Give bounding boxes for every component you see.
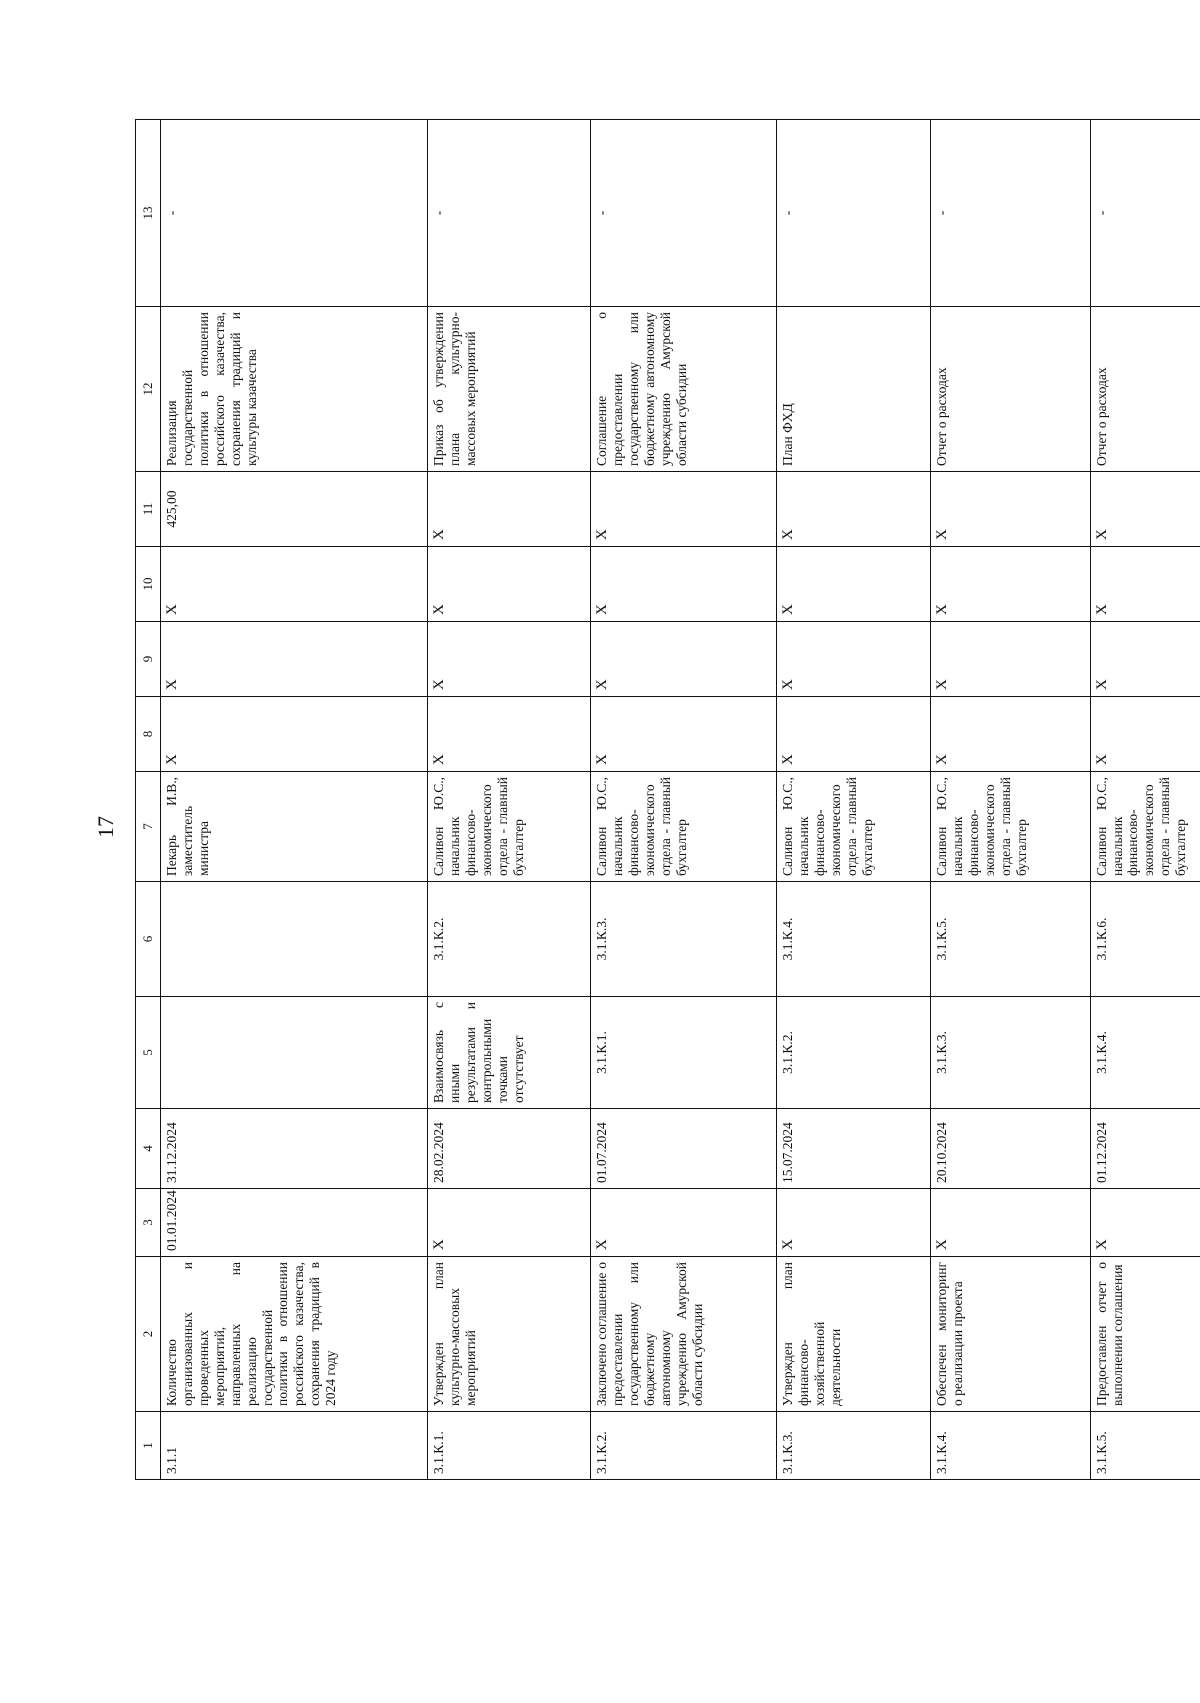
table-row — [161, 120, 428, 1480]
cell-note: - — [1090, 120, 1200, 307]
cell-value: X — [427, 622, 590, 697]
col-header: 9 — [136, 622, 161, 697]
cell-responsible: Саливон Ю.С., начальник финансово-экономического отдела - главный бухгалтер — [591, 772, 777, 882]
rotated-table-wrapper — [135, 120, 1200, 1480]
cell-name: Утвержден план культурно-массовых мероприятий — [427, 1257, 590, 1412]
cell-responsible: Саливон Ю.С., начальник финансово-экономического отдела - главный бухгалтер — [1090, 772, 1200, 882]
cell-value: X — [1090, 547, 1200, 622]
cell-value: X — [427, 697, 590, 772]
cell-responsible: Саливон Ю.С., начальник финансово-экономического отдела - главный бухгалтер — [931, 772, 1090, 882]
cell-end-date: 15.07.2024 — [777, 1109, 931, 1189]
cell-link-next: 3.1.К.4. — [777, 882, 931, 997]
cell-value: X — [591, 472, 777, 547]
cell-start-date: X — [591, 1189, 777, 1257]
cell-link-next: 3.1.К.5. — [931, 882, 1090, 997]
cell-value: X — [931, 547, 1090, 622]
cell-document: Отчет о расходах — [931, 307, 1090, 472]
cell-value: X — [1090, 472, 1200, 547]
col-header: 7 — [136, 772, 161, 882]
cell-number: 3.1.К.2. — [591, 1412, 777, 1480]
table-row — [427, 120, 590, 1480]
cell-name: Утвержден план финансово-хозяйственной деятельности — [777, 1257, 931, 1412]
cell-value: X — [427, 547, 590, 622]
cell-number: 3.1.К.5. — [1090, 1412, 1200, 1480]
table-row — [931, 120, 1090, 1480]
cell-document: Отчет о расходах — [1090, 307, 1200, 472]
col-header: 11 — [136, 472, 161, 547]
cell-note: - — [591, 120, 777, 307]
page-number: 17 — [93, 816, 118, 838]
cell-note: - — [427, 120, 590, 307]
cell-name: Заключено соглашение о предоставлении государственному или бюджетному автономному учреждению Амурской области субсидии — [591, 1257, 777, 1412]
cell-link-prev — [161, 997, 428, 1109]
cell-number: 3.1.К.1. — [427, 1412, 590, 1480]
cell-value: X — [427, 472, 590, 547]
cell-value: X — [777, 697, 931, 772]
cell-value: X — [931, 622, 1090, 697]
cell-value: X — [777, 547, 931, 622]
cell-note: - — [161, 120, 428, 307]
col-header: 12 — [136, 307, 161, 472]
cell-start-date: X — [1090, 1189, 1200, 1257]
cell-end-date: 20.10.2024 — [931, 1109, 1090, 1189]
cell-start-date: X — [427, 1189, 590, 1257]
cell-value: X — [161, 547, 428, 622]
cell-number: 3.1.1 — [161, 1412, 428, 1480]
col-header: 5 — [136, 997, 161, 1109]
cell-value: X — [591, 547, 777, 622]
cell-number: 3.1.К.4. — [931, 1412, 1090, 1480]
cell-link-next — [161, 882, 428, 997]
cell-document: План ФХД — [777, 307, 931, 472]
cell-link-prev: 3.1.К.3. — [931, 997, 1090, 1109]
cell-value: X — [1090, 697, 1200, 772]
cell-end-date: 01.12.2024 — [1090, 1109, 1200, 1189]
cell-link-next: 3.1.К.3. — [591, 882, 777, 997]
cell-link-prev: Взаимосвязь с иными результатами и контрольными точками отсутствует — [427, 997, 590, 1109]
cell-value: X — [777, 472, 931, 547]
cell-document: Реализация государственной политики в отношении российского казачества, сохранения традиций и культуры казачества — [161, 307, 428, 472]
cell-value: X — [591, 697, 777, 772]
cell-value: X — [777, 622, 931, 697]
cell-responsible: Саливон Ю.С., начальник финансово-экономического отдела - главный бухгалтер — [427, 772, 590, 882]
col-header: 6 — [136, 882, 161, 997]
col-header: 3 — [136, 1189, 161, 1257]
col-header: 2 — [136, 1257, 161, 1412]
cell-end-date: 28.02.2024 — [427, 1109, 590, 1189]
results-table — [135, 119, 1200, 1480]
cell-name: Количество организованных и проведенных мероприятий, направленных на реализацию государственной политики в отношении российского казачества, сохранения традиций в 2024 году — [161, 1257, 428, 1412]
cell-end-date: 01.07.2024 — [591, 1109, 777, 1189]
col-header: 13 — [136, 120, 161, 307]
col-header: 1 — [136, 1412, 161, 1480]
cell-number: 3.1.К.3. — [777, 1412, 931, 1480]
cell-document: Соглашение о предоставлении государственному или бюджетному автономному учреждению Амурской области субсидии — [591, 307, 777, 472]
col-header: 8 — [136, 697, 161, 772]
cell-link-prev: 3.1.К.4. — [1090, 997, 1200, 1109]
cell-value: X — [1090, 622, 1200, 697]
cell-note: - — [931, 120, 1090, 307]
col-header: 10 — [136, 547, 161, 622]
cell-value: 425,00 — [161, 472, 428, 547]
cell-end-date: 31.12.2024 — [161, 1109, 428, 1189]
cell-value: X — [931, 697, 1090, 772]
col-header: 4 — [136, 1109, 161, 1189]
cell-link-prev: 3.1.К.1. — [591, 997, 777, 1109]
cell-start-date: 01.01.2024 — [161, 1189, 428, 1257]
cell-responsible: Пекарь И.В., заместитель министра — [161, 772, 428, 882]
table-row — [1090, 120, 1200, 1480]
cell-link-next: 3.1.К.2. — [427, 882, 590, 997]
cell-name: Предоставлен отчет о выполнении соглашения — [1090, 1257, 1200, 1412]
cell-link-prev: 3.1.К.2. — [777, 997, 931, 1109]
cell-name: Обеспечен мониторинг о реализации проекта — [931, 1257, 1090, 1412]
cell-value: X — [931, 472, 1090, 547]
cell-value: X — [161, 622, 428, 697]
table-row — [591, 120, 777, 1480]
cell-start-date: X — [777, 1189, 931, 1257]
cell-link-next: 3.1.К.6. — [1090, 882, 1200, 997]
cell-responsible: Саливон Ю.С., начальник финансово-экономического отдела - главный бухгалтер — [777, 772, 931, 882]
table-row — [777, 120, 931, 1480]
cell-note: - — [777, 120, 931, 307]
cell-value: X — [591, 622, 777, 697]
cell-document: Приказ об утверждении плана культурно-массовых мероприятий — [427, 307, 590, 472]
cell-start-date: X — [931, 1189, 1090, 1257]
header-row — [136, 120, 161, 1480]
cell-value: X — [161, 697, 428, 772]
